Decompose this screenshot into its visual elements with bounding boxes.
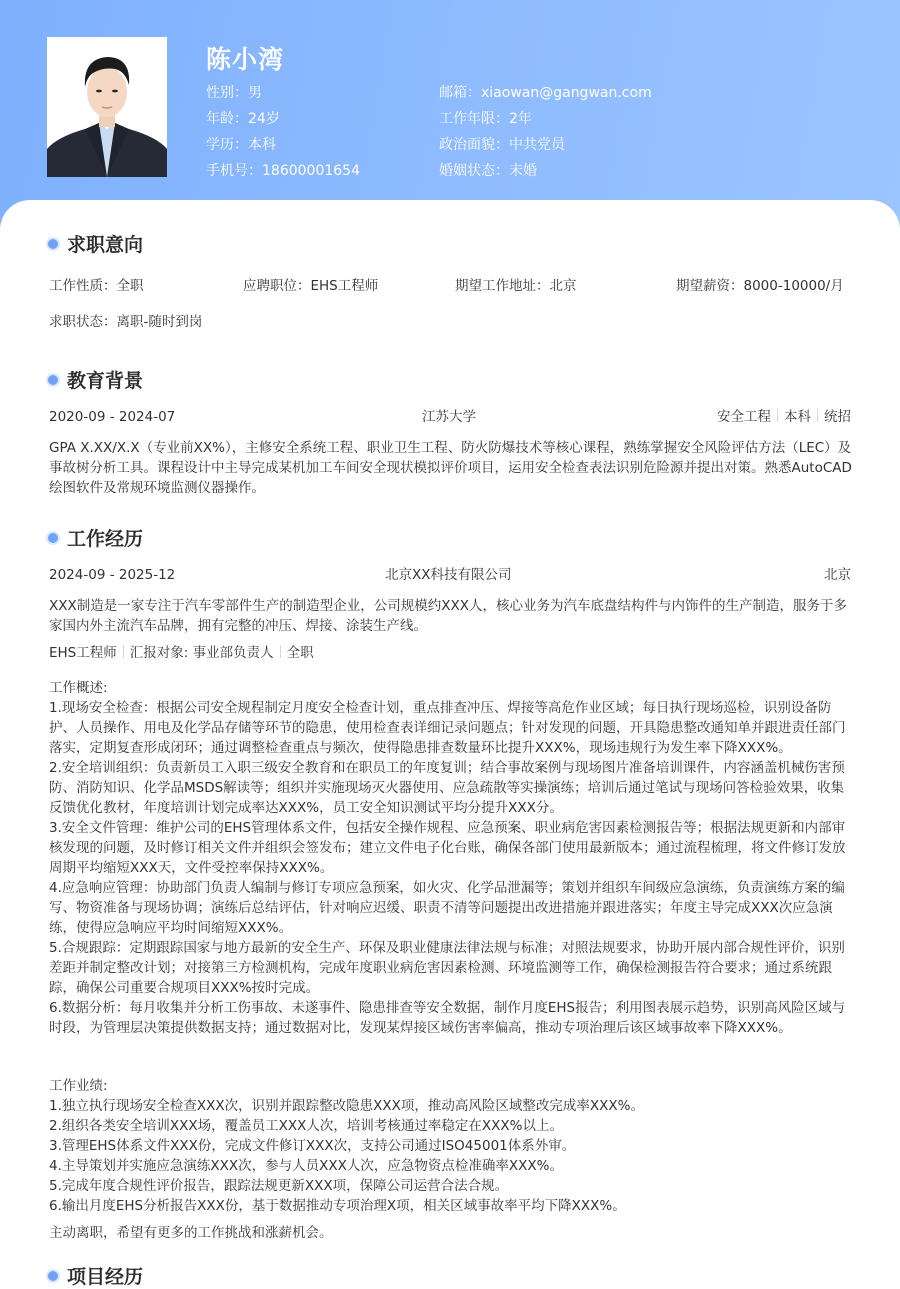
achievements-heading: 工作业绩: <box>49 1078 108 1094</box>
work-achievements <box>49 1076 854 1216</box>
divider <box>280 645 281 658</box>
section-title-job-intent <box>48 230 143 257</box>
work-overview <box>49 678 854 1038</box>
field-value: 8000-10000/月 <box>743 278 844 294</box>
overview-item: 2.安全培训组织：负责新员工入职三级安全教育和在职员工的年度复训；结合事故案例与现场图片准备培训课件，内容涵盖机械伤害预防、消防知识、化学品MSDS解读等；组织并实施现场灭火器使用、应急疏散等实操演练；培训后通过笔试与现场问答检验效果，收集反馈优化教材，年度培训计划完成率达XXX%，员工安全知识测试平均分提升XXX分。 <box>49 760 845 816</box>
section-title-work <box>48 524 143 551</box>
profile-photo <box>47 37 167 177</box>
gender-row <box>206 83 360 109</box>
profile-info-right <box>439 83 652 187</box>
phone-row <box>206 161 360 187</box>
section-title-projects <box>48 1262 143 1289</box>
achievement-item: 2.组织各类安全培训XXX场，覆盖员工XXX人次，培训考核通过率稳定在XXX%以上。 <box>49 1118 563 1134</box>
overview-item: 5.合规跟踪：定期跟踪国家与地方最新的安全生产、环保及职业健康法律法规与标准；对照法规要求，协助开展内部合规性评价，识别差距并制定整改计划；对接第三方检测机构，完成年度职业病危害因素检测、环境监测等工作，确保检测报告符合要求；通过系统跟踪，确保公司重要合规项目XXX%按时完成。 <box>49 940 845 996</box>
gender-value: 男 <box>248 85 262 101</box>
divider <box>817 409 818 422</box>
education-level-row <box>206 135 360 161</box>
overview-item: 1.现场安全检查：根据公司安全规程制定月度安全检查计划，重点排查冲压、焊接等高危作业区域；每日执行现场巡检，识别设备防护、人员操作、用电及化学品存储等环节的隐患，使用检查表详细记录问题点；针对发现的问题，开具隐患整改通知单并跟进责任部门落实，定期复查形成闭环；通过调整检查重点与频次，使得隐患排查数量环比提升XXX%，现场违规行为发生率下降XXX%。 <box>49 700 846 756</box>
candidate-name: 陈小湾 <box>206 45 285 74</box>
intent-location <box>455 276 577 296</box>
work-city: 北京 <box>824 567 851 583</box>
person-portrait-icon <box>47 37 167 177</box>
field-value: 全职 <box>116 278 144 294</box>
achievement-item: 4.主导策划并实施应急演练XXX次，参与人员XXX人次，应急物资点检准确率XXX%。 <box>49 1158 563 1174</box>
political-status-value: 中共党员 <box>509 137 565 153</box>
intent-salary <box>676 276 844 296</box>
achievement-item: 6.输出月度EHS分析报告XXX份，基于数据推动专项治理X项，相关区域事故率平均下降XXX%。 <box>49 1198 626 1214</box>
field-label: 期望工作地址： <box>455 278 550 294</box>
education-major: 安全工程 <box>717 409 771 425</box>
profile-info-left <box>206 83 360 187</box>
intent-status <box>49 312 202 332</box>
education-level-label: 学历： <box>206 137 248 153</box>
section-title-text: 项目经历 <box>67 1266 144 1288</box>
work-company: 北京XX科技有限公司 <box>385 567 512 583</box>
work-job-type: 全职 <box>286 645 314 661</box>
work-report-to: 汇报对象: 事业部负责人 <box>129 645 274 661</box>
overview-item: 4.应急响应管理：协助部门负责人编制与修订专项应急预案，如火灾、化学品泄漏等；策划并组织车间级应急演练，负责演练方案的编写、物资准备与现场协调；演练后总结评估，针对响应迟缓、职责不清等问题提出改进措施并跟进落实；年度主导完成XXX次应急演练，使得应急响应平均时间缩短XXX%。 <box>49 880 845 936</box>
field-label: 期望薪资： <box>676 278 744 294</box>
education-description: GPA X.XX/X.X（专业前XX%），主修安全系统工程、职业卫生工程、防火防爆技术等核心课程，熟练掌握安全风险评估方法（LEC）及事故树分析工具。课程设计中主导完成某机加工车间安全现状模拟评价项目，运用安全检查表法识别危险源并提出对策。熟悉AutoCAD绘图软件及常规环境监测仪器操作。 <box>49 440 852 496</box>
overview-heading: 工作概述: <box>49 680 108 696</box>
work-period: 2024-09 - 2025-12 <box>49 567 176 583</box>
section-title-text: 教育背景 <box>67 370 144 392</box>
section-bullet-icon <box>48 533 58 543</box>
political-status-row <box>439 135 652 161</box>
email-row <box>439 83 652 109</box>
phone-value[interactable]: 18600001654 <box>262 163 360 179</box>
company-description: XXX制造是一家专注于汽车零部件生产的制造型企业，公司规模约XXX人，核心业务为汽车底盘结构件与内饰件的生产制造，服务于多家国内外主流汽车品牌，拥有完整的冲压、焊接、涂装生产线。 <box>49 598 847 634</box>
work-years-value: 2年 <box>509 111 532 127</box>
achievement-item: 1.独立执行现场安全检查XXX次，识别并跟踪整改隐患XXX项，推动高风险区域整改完成率XXX%。 <box>49 1098 644 1114</box>
age-label: 年龄： <box>206 111 248 127</box>
education-meta <box>717 407 851 427</box>
age-row <box>206 109 360 135</box>
section-bullet-icon <box>48 375 58 385</box>
divider <box>777 409 778 422</box>
email-label: 邮箱： <box>439 85 481 101</box>
education-degree: 本科 <box>784 409 811 425</box>
marital-status-label: 婚姻状态： <box>439 163 509 179</box>
work-meta <box>49 643 314 663</box>
intent-job-type <box>49 276 144 296</box>
section-title-education <box>48 366 143 393</box>
education-type: 统招 <box>824 409 851 425</box>
phone-label: 手机号： <box>206 163 262 179</box>
overview-item: 6.数据分析：每月收集并分析工伤事故、未遂事件、隐患排查等安全数据，制作月度EHS报告；利用图表展示趋势，识别高风险区域与时段，为管理层决策提供数据支持；通过数据对比，发现某焊接区域伤害率偏高，推动专项治理后该区域事故率下降XXX%。 <box>49 1000 846 1036</box>
education-period: 2020-09 - 2024-07 <box>49 409 176 425</box>
work-position: EHS工程师 <box>49 645 117 661</box>
education-school: 江苏大学 <box>422 409 476 425</box>
field-label: 工作性质： <box>49 278 117 294</box>
political-status-label: 政治面貌： <box>439 137 509 153</box>
email-value[interactable]: xiaowan@gangwan.com <box>481 85 652 101</box>
achievement-item: 5.完成年度合规性评价报告，跟踪法规更新XXX项，保障公司运营合法合规。 <box>49 1178 509 1194</box>
field-value: 北京 <box>549 278 577 294</box>
gender-label: 性别： <box>206 85 248 101</box>
section-bullet-icon <box>48 1271 58 1281</box>
field-value: EHS工程师 <box>310 278 379 294</box>
achievement-item: 3.管理EHS体系文件XXX份，完成文件修订XXX次，支持公司通过ISO45001体系外审。 <box>49 1138 576 1154</box>
work-years-row <box>439 109 652 135</box>
work-years-label: 工作年限： <box>439 111 509 127</box>
marital-status-row <box>439 161 652 187</box>
marital-status-value: 未婚 <box>509 163 537 179</box>
field-label: 求职状态： <box>49 314 117 330</box>
section-title-text: 工作经历 <box>67 528 144 550</box>
intent-position <box>243 276 378 296</box>
section-bullet-icon <box>48 239 58 249</box>
education-level-value: 本科 <box>248 137 276 153</box>
age-value: 24岁 <box>248 111 280 127</box>
field-value: 离职-随时到岗 <box>116 314 203 330</box>
divider <box>123 645 124 658</box>
field-label: 应聘职位： <box>243 278 311 294</box>
leave-reason: 主动离职，希望有更多的工作挑战和涨薪机会。 <box>49 1225 333 1241</box>
section-title-text: 求职意向 <box>67 234 144 256</box>
overview-item: 3.安全文件管理：维护公司的EHS管理体系文件，包括安全操作规程、应急预案、职业病危害因素检测报告等；根据法规更新和内部审核发现的问题，及时修订相关文件并组织会签发布；建立文件电子化台账，确保各部门使用最新版本；通过流程梳理，将文件修订发放周期平均缩短XXX天，文件受控率保持XXX%。 <box>49 820 846 876</box>
